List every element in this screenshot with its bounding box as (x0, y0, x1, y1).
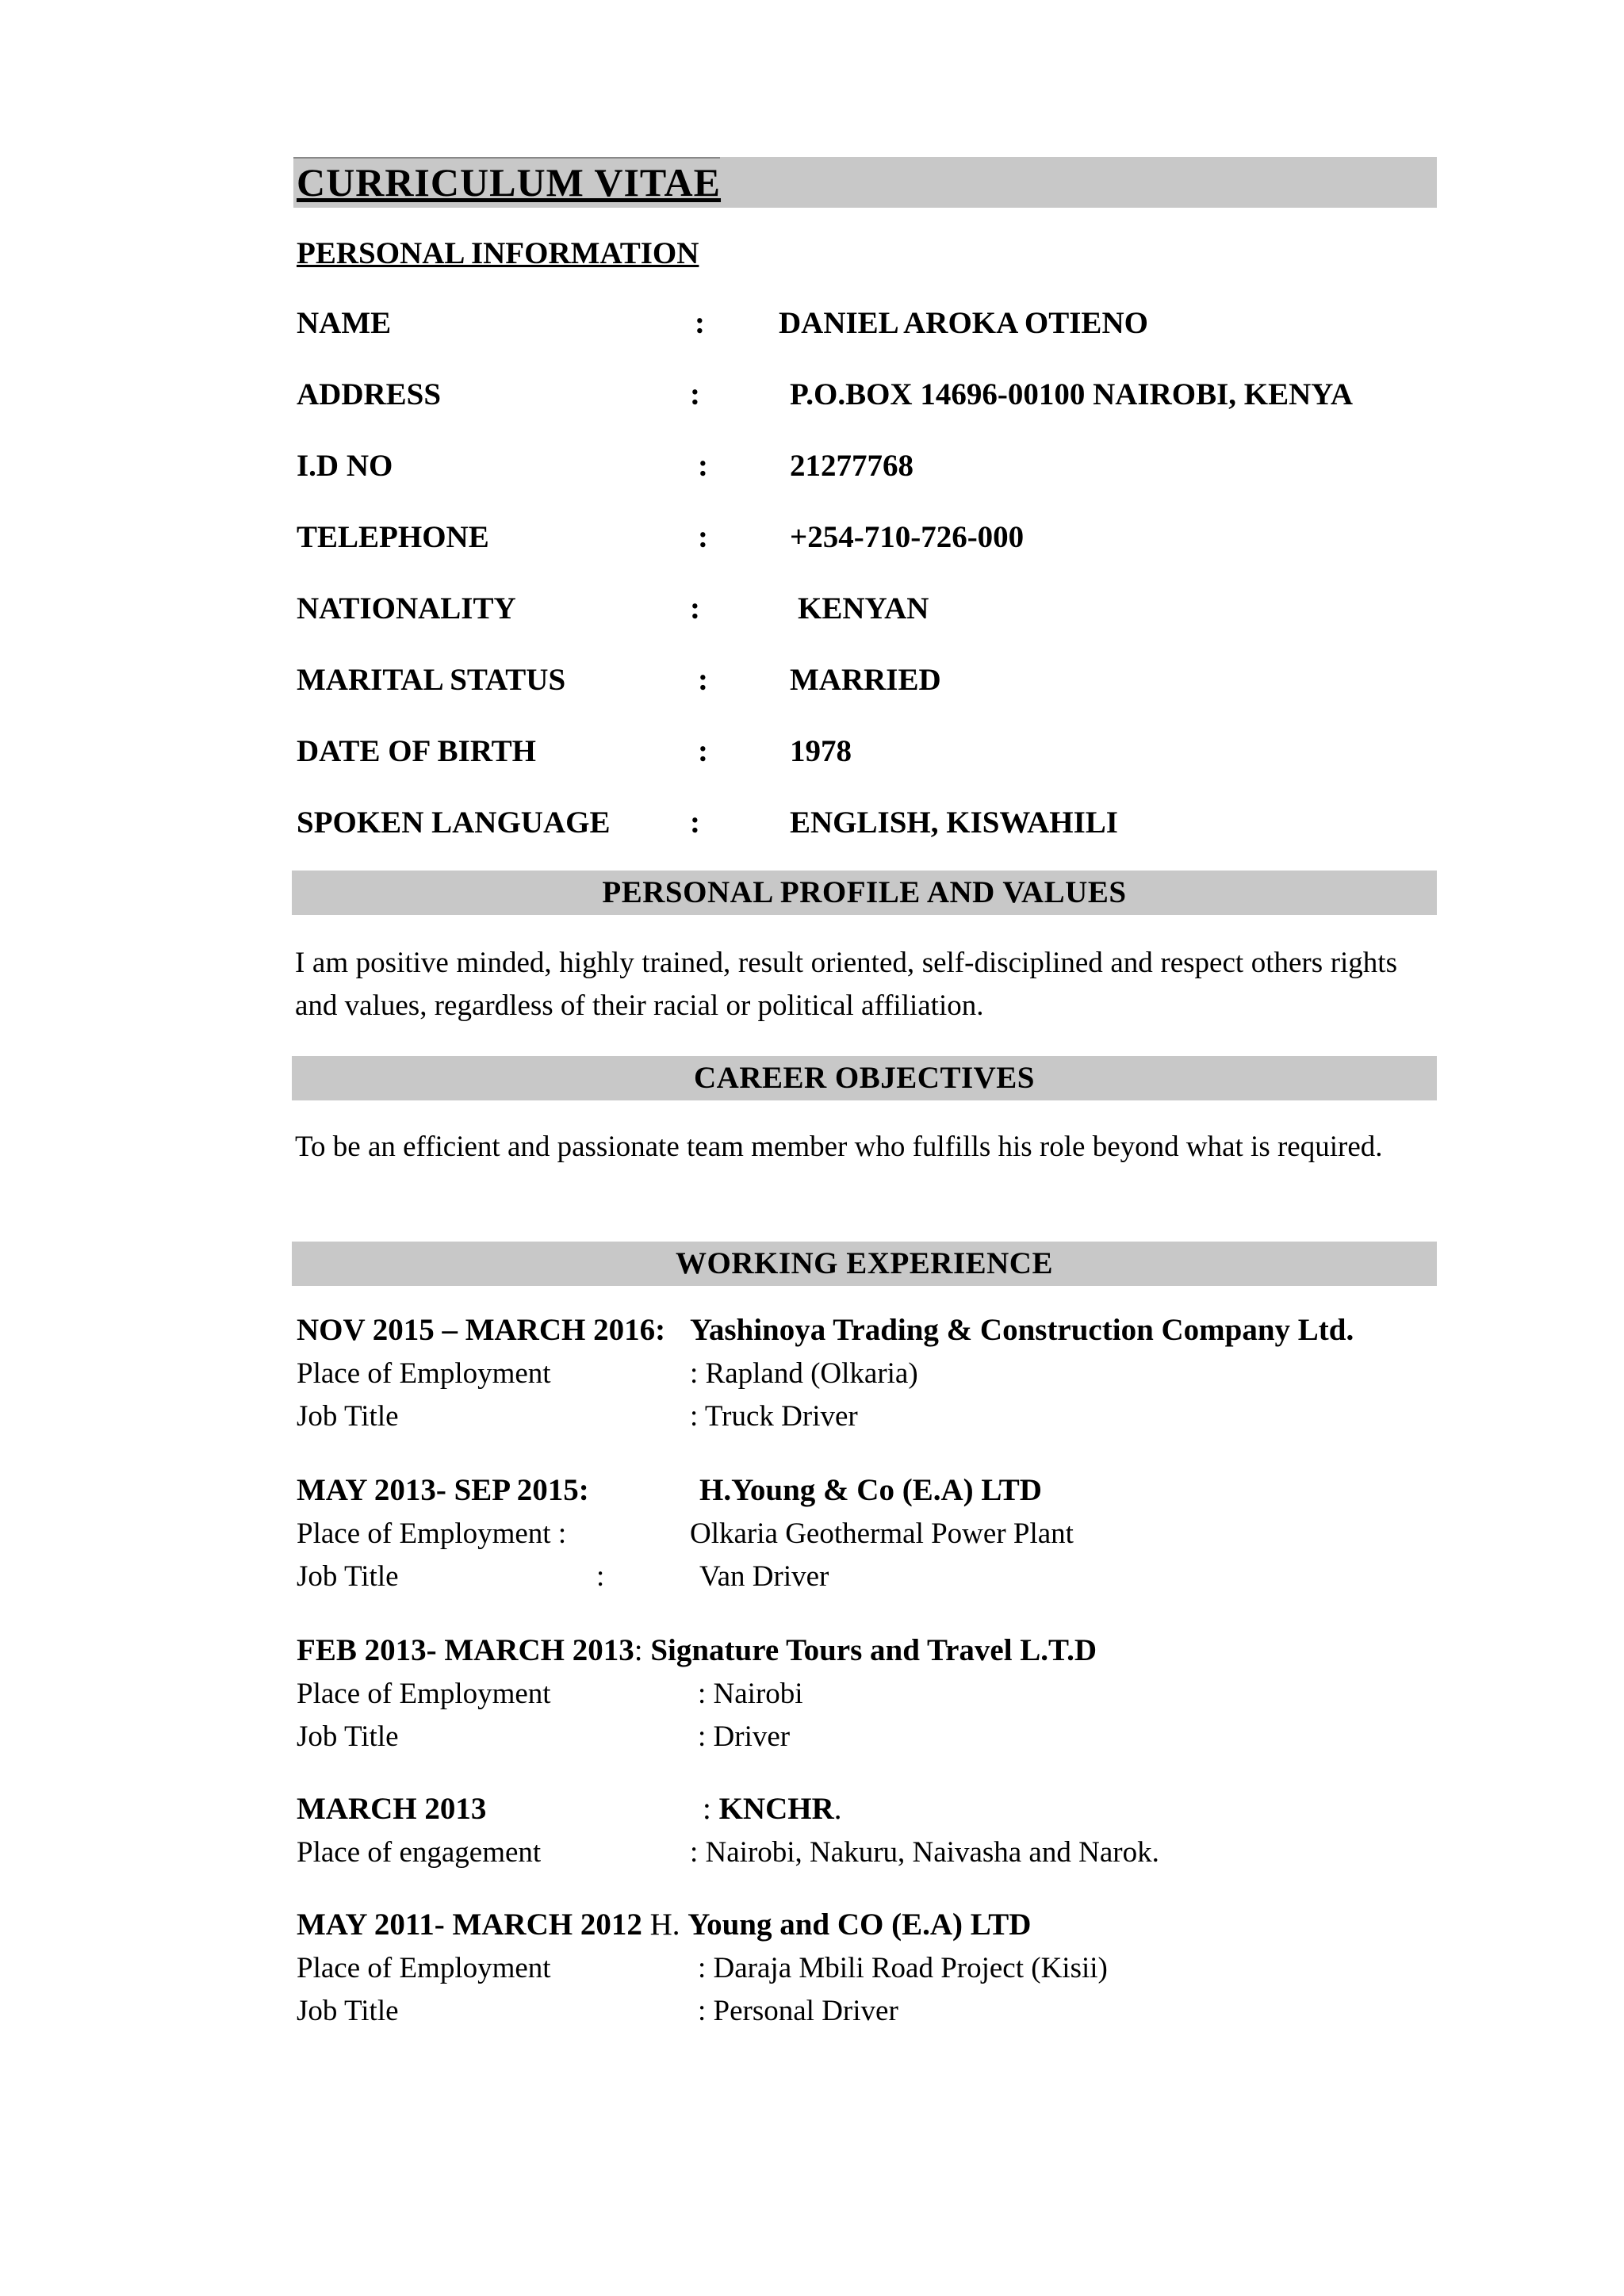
document-title: CURRICULUM VITAE (297, 160, 722, 205)
personal-info-heading (297, 235, 699, 273)
job4-company-prefix: : (703, 1792, 719, 1826)
title-bar (293, 157, 1437, 208)
job5-title: : Personal Driver (698, 1995, 898, 2027)
objectives-heading-band (292, 1056, 1437, 1100)
dob-value: 1978 (790, 734, 852, 768)
job1-title: : Truck Driver (690, 1400, 858, 1433)
job5-period: MAY 2011- MARCH 2012 (297, 1908, 642, 1942)
job5-place-label: Place of Employment (297, 1952, 551, 1984)
objectives-text: To be an efficient and passionate team member who fulfills his role beyond what is required. (295, 1131, 1383, 1163)
dob-colon: : (698, 734, 708, 768)
job4-company: KNCHR (718, 1792, 834, 1826)
job5-company: Young and CO (E.A) LTD (688, 1908, 1032, 1942)
objectives-heading: CAREER OBJECTIVES (693, 1061, 1036, 1095)
experience-heading-band (292, 1242, 1437, 1286)
job2-period: MAY 2013- SEP 2015: (297, 1473, 589, 1507)
job2-title-colon: : (596, 1560, 605, 1593)
language-label: SPOKEN LANGUAGE (297, 806, 611, 840)
profile-text: I am positive minded, highly trained, result oriented, self-disciplined and respect others rights and values, regardless of their racial or political affiliation. (295, 947, 1397, 1022)
address-value: P.O.BOX 14696-00100 NAIROBI, KENYA (790, 377, 1354, 411)
job4-place: : Nairobi, Nakuru, Naivasha and Narok. (690, 1836, 1159, 1869)
nationality-label: NATIONALITY (297, 591, 516, 626)
job3-header (297, 1632, 1097, 1670)
job4-place-label: Place of engagement (297, 1836, 542, 1869)
job4-period: MARCH 2013 (297, 1792, 487, 1826)
nationality-colon: : (690, 591, 700, 626)
job1-company: Yashinoya Trading & Construction Company Ltd. (690, 1313, 1354, 1347)
language-colon: : (690, 806, 700, 840)
id-label: I.D NO (297, 449, 393, 483)
dob-label: DATE OF BIRTH (297, 734, 537, 768)
job2-company: H.Young & Co (E.A) LTD (699, 1473, 1042, 1507)
language-value: ENGLISH, KISWAHILI (790, 806, 1118, 840)
job2-place-label: Place of Employment : (297, 1517, 567, 1550)
nationality-value: KENYAN (798, 591, 929, 626)
marital-status-label: MARITAL STATUS (297, 663, 566, 697)
marital-status-value: MARRIED (790, 663, 941, 697)
telephone-colon: : (698, 520, 708, 554)
job5-title-label: Job Title (297, 1995, 399, 2027)
job2-title: Van Driver (699, 1560, 829, 1593)
job3-place-label: Place of Employment (297, 1678, 551, 1710)
job3-title-label: Job Title (297, 1720, 399, 1753)
job5-header (297, 1906, 1031, 1944)
experience-heading: WORKING EXPERIENCE (676, 1246, 1053, 1280)
telephone-label: TELEPHONE (297, 520, 489, 554)
job1-period: NOV 2015 – MARCH 2016: (297, 1313, 666, 1347)
telephone-value: +254-710-726-000 (790, 520, 1025, 554)
profile-heading-band (292, 871, 1437, 915)
job2-title-label: Job Title (297, 1560, 399, 1593)
name-value: DANIEL AROKA OTIENO (779, 306, 1148, 340)
address-colon: : (690, 377, 700, 411)
id-colon: : (698, 449, 708, 483)
job3-period-sep: : (634, 1633, 643, 1667)
id-value: 21277768 (790, 449, 914, 483)
personal-info-heading-text: PERSONAL INFORMATION (297, 236, 699, 270)
job1-title-label: Job Title (297, 1400, 399, 1433)
job3-company: Signature Tours and Travel L.T.D (650, 1633, 1097, 1667)
name-label: NAME (297, 306, 392, 340)
marital-status-colon: : (698, 663, 708, 697)
job3-place: : Nairobi (698, 1678, 803, 1710)
job4-company-line (703, 1790, 842, 1828)
job1-place-label: Place of Employment (297, 1357, 551, 1390)
job3-title: : Driver (698, 1720, 791, 1753)
job3-period: FEB 2013- MARCH 2013 (297, 1633, 634, 1667)
address-label: ADDRESS (297, 377, 442, 411)
job5-place: : Daraja Mbili Road Project (Kisii) (698, 1952, 1108, 1984)
name-colon: : (695, 306, 705, 340)
profile-heading: PERSONAL PROFILE AND VALUES (602, 875, 1127, 909)
job4-company-suffix: . (833, 1792, 842, 1826)
job2-place: Olkaria Geothermal Power Plant (690, 1517, 1074, 1550)
job1-place: : Rapland (Olkaria) (690, 1357, 918, 1390)
job5-company-prefix: H. (649, 1908, 680, 1942)
